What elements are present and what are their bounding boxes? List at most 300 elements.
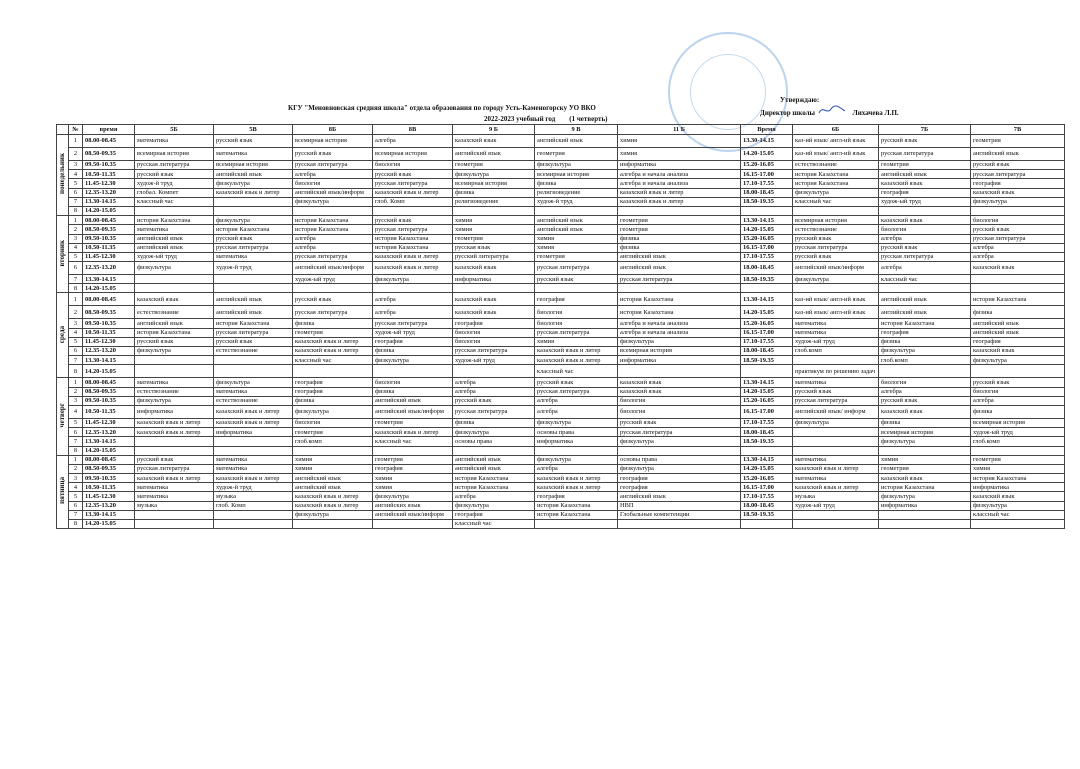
approval-block [760,96,1060,118]
lesson-cell [971,365,1065,378]
lesson-cell: география [453,319,535,328]
lesson-cell: геометрия [453,161,535,170]
lesson-number: 1 [69,135,83,148]
lesson-cell: казахский язык [618,378,741,387]
lesson-cell: математика [135,225,214,234]
lesson-cell: английский язык [135,319,214,328]
lesson-cell: основы права [453,437,535,446]
lesson-cell [793,356,879,365]
lesson-cell: алгебра [971,252,1065,261]
day-label: четверг [57,403,66,428]
lesson-cell: естествознание [214,347,293,356]
lesson-cell: классный час [293,356,373,365]
lesson-number: 8 [69,446,83,455]
shift2-time: 16.15-17.00 [741,405,793,418]
lesson-time: 13.30-14.15 [83,197,135,206]
lesson-number: 5 [69,492,83,501]
lesson-cell: русская литература [293,252,373,261]
lesson-cell: физика [293,396,373,405]
lesson-cell: геометрия [293,428,373,437]
table-row [57,474,1065,483]
lesson-cell: русская литература [618,275,741,284]
lesson-cell: английский язык [214,170,293,179]
lesson-cell [535,206,618,215]
lesson-cell: казахский язык и литер [373,252,453,261]
shift2-time: 18.50-19.35 [741,275,793,284]
table-row [57,306,1065,319]
lesson-cell: химия [535,234,618,243]
lesson-cell: алгебра [293,170,373,179]
lesson-cell [135,446,214,455]
lesson-number: 6 [69,188,83,197]
lesson-cell: русская литература [879,252,971,261]
shift2-time: 13.30-14.15 [741,455,793,464]
lesson-cell: физкультура [535,455,618,464]
lesson-cell: русская литература [373,319,453,328]
lesson-cell [214,510,293,519]
lesson-cell [135,356,214,365]
lesson-number: 4 [69,243,83,252]
table-row [57,464,1065,473]
lesson-cell [971,520,1065,529]
year-label: 2022-2023 учебный год [484,115,556,123]
shift2-time: 16.15-17.00 [741,170,793,179]
lesson-cell: английский язык [135,234,214,243]
lesson-cell: казахский язык и литер [214,418,293,427]
shift2-time: 14.20-15.05 [741,464,793,473]
lesson-cell: биология [879,378,971,387]
lesson-cell: английский язык [971,319,1065,328]
lesson-cell [879,284,971,293]
table-row [57,148,1065,161]
approval-line: Директор школы [760,109,816,117]
shift2-time: 17.10-17.55 [741,492,793,501]
lesson-cell [535,520,618,529]
lesson-cell: физкультура [793,418,879,427]
lesson-cell: география [618,474,741,483]
lesson-number: 6 [69,262,83,275]
lesson-cell: физкультура [618,337,741,346]
lesson-cell: всемирная история [535,170,618,179]
lesson-cell [618,284,741,293]
lesson-cell: русский язык [214,234,293,243]
lesson-cell: казахский язык и литер [214,188,293,197]
lesson-time: 13.30-14.15 [83,437,135,446]
lesson-cell: физкультура [971,501,1065,510]
lesson-cell: география [971,179,1065,188]
lesson-cell [535,446,618,455]
lesson-cell: русская литература [793,243,879,252]
lesson-cell: всемирная история [293,135,373,148]
lesson-cell [373,284,453,293]
lesson-time: 11.45-12.30 [83,179,135,188]
lesson-cell: химия [971,464,1065,473]
lesson-cell: физика [453,188,535,197]
table-row [57,216,1065,225]
lesson-time: 09.50-10.35 [83,161,135,170]
lesson-time: 08.50-09.35 [83,387,135,396]
lesson-cell: глоб.комп [793,347,879,356]
lesson-cell: история Казахстана [135,328,214,337]
lesson-number: 1 [69,455,83,464]
lesson-cell: физкультура [373,356,453,365]
lesson-cell: худож-ый труд [373,328,453,337]
lesson-cell: казахский язык и литер [214,474,293,483]
lesson-cell: история Казахстана [293,216,373,225]
lesson-cell: математика [793,474,879,483]
lesson-cell: глоб.комп [971,437,1065,446]
lesson-cell: математика [793,328,879,337]
lesson-number: 3 [69,234,83,243]
schedule-body [57,135,1065,529]
lesson-cell: физика [618,243,741,252]
lesson-cell: английский язык [535,225,618,234]
lesson-cell: практикум по решению задач [793,365,879,378]
lesson-cell: казахский язык [453,306,535,319]
lesson-cell: английский язык/информ [293,188,373,197]
lesson-cell: физкультура [214,179,293,188]
table-row [57,337,1065,346]
shift2-time: 15.20-16.05 [741,474,793,483]
lesson-cell: казахский язык и литер [793,483,879,492]
table-row [57,455,1065,464]
lesson-cell [373,365,453,378]
table-row [57,396,1065,405]
lesson-cell: алгебра [373,293,453,306]
shift2-time: 18.00-18.45 [741,428,793,437]
lesson-number: 8 [69,365,83,378]
lesson-cell: геометрия [373,418,453,427]
lesson-cell: геометрия [971,135,1065,148]
lesson-cell [293,520,373,529]
lesson-cell: английский язык [535,135,618,148]
lesson-cell: физика [618,234,741,243]
lesson-cell: русский язык [879,135,971,148]
lesson-cell: физкультура [535,161,618,170]
lesson-time: 14.20-15.05 [83,284,135,293]
lesson-cell: алгебра [453,378,535,387]
lesson-cell: английский язык [453,464,535,473]
lesson-cell: информатика [971,483,1065,492]
lesson-number: 1 [69,378,83,387]
lesson-cell: казахский язык и литер [373,428,453,437]
lesson-time: 13.30-14.15 [83,510,135,519]
lesson-cell: математика [214,455,293,464]
lesson-cell: биология [373,161,453,170]
lesson-cell: математика [214,252,293,261]
lesson-cell: физкультура [971,197,1065,206]
lesson-cell: биология [879,225,971,234]
lesson-cell: география [879,328,971,337]
lesson-cell: худож-ый труд [793,501,879,510]
lesson-cell: русский язык [373,170,453,179]
lesson-cell: география [293,387,373,396]
lesson-cell [453,446,535,455]
table-row [57,319,1065,328]
shift2-time: 15.20-16.05 [741,161,793,170]
lesson-number: 5 [69,418,83,427]
lesson-cell: физкультура [879,347,971,356]
lesson-cell: религиоведение [535,188,618,197]
lesson-number: 5 [69,252,83,261]
lesson-time: 12.35-13.20 [83,188,135,197]
lesson-number: 4 [69,405,83,418]
day-label: среда [57,325,66,343]
lesson-time: 11.45-12.30 [83,337,135,346]
table-row [57,234,1065,243]
lesson-cell: биология [618,396,741,405]
lesson-cell: география [535,293,618,306]
table-row [57,492,1065,501]
lesson-number: 2 [69,306,83,319]
column-header: 7Б [879,125,971,135]
column-header: 5В [214,125,293,135]
lesson-number: 3 [69,474,83,483]
lesson-cell: русский язык [879,243,971,252]
lesson-cell: русская литература [373,179,453,188]
lesson-cell: история Казахстана [618,293,741,306]
lesson-cell: физкультура [373,492,453,501]
lesson-cell: алгебра [373,306,453,319]
lesson-cell: физика [293,319,373,328]
lesson-cell [214,365,293,378]
lesson-cell: физкультура [135,262,214,275]
lesson-cell: русская литература [535,328,618,337]
lesson-cell: глоб. Комп [373,197,453,206]
schedule-table [56,124,1065,529]
lesson-cell: русская литература [453,405,535,418]
lesson-cell: химия [373,483,453,492]
lesson-time: 10.50-11.35 [83,405,135,418]
table-row [57,161,1065,170]
lesson-cell: всемирная история [618,347,741,356]
column-header: 7В [971,125,1065,135]
lesson-cell: русский язык [135,337,214,346]
lesson-cell: математика [135,492,214,501]
column-header: 11 Б [618,125,741,135]
lesson-cell [214,275,293,284]
lesson-cell: худож-й труд [214,483,293,492]
lesson-time: 08.50-09.35 [83,464,135,473]
lesson-cell: английский язык [214,306,293,319]
lesson-cell: всемирная история [879,428,971,437]
lesson-cell: русский язык [793,234,879,243]
shift2-time: 17.10-17.55 [741,252,793,261]
lesson-cell: математика [214,387,293,396]
lesson-cell: казахский язык и литер [373,262,453,275]
lesson-cell: всемирная история [135,148,214,161]
lesson-cell: алгебра [535,405,618,418]
lesson-cell: казахский язык и литер [293,501,373,510]
lesson-cell: казахский язык [971,492,1065,501]
lesson-cell: физкультура [293,197,373,206]
lesson-cell: естествознание [135,306,214,319]
lesson-cell: математика [214,464,293,473]
lesson-cell: русская литература [793,396,879,405]
lesson-cell: русский язык [373,216,453,225]
lesson-cell: худож-ый труд [971,428,1065,437]
lesson-cell: русский язык [535,275,618,284]
lesson-cell: алгебра [293,243,373,252]
shift2-time: 14.20-15.05 [741,387,793,396]
lesson-time: 14.20-15.05 [83,365,135,378]
lesson-cell: физкультура [453,501,535,510]
column-header: 8В [373,125,453,135]
lesson-cell: физкультура [453,428,535,437]
column-header: 5Б [135,125,214,135]
lesson-cell [214,356,293,365]
lesson-cell [135,510,214,519]
shift2-time: 14.20-15.05 [741,225,793,234]
lesson-cell: алгебра [879,262,971,275]
table-row [57,284,1065,293]
lesson-cell [373,446,453,455]
lesson-cell: математика [135,378,214,387]
lesson-cell: физкультура [793,188,879,197]
lesson-cell: русская литература [214,243,293,252]
lesson-cell [971,206,1065,215]
column-header: 9 В [535,125,618,135]
lesson-cell: худож-ый труд [135,252,214,261]
lesson-cell: алгебра и начала анализа [618,319,741,328]
table-row [57,405,1065,418]
lesson-cell [135,365,214,378]
table-row [57,262,1065,275]
lesson-cell [293,284,373,293]
lesson-cell: физкультура [618,464,741,473]
lesson-number: 3 [69,396,83,405]
day-label: вторник [57,239,66,267]
lesson-time: 09.50-10.35 [83,234,135,243]
lesson-cell: физика [373,347,453,356]
lesson-cell: казахский язык [879,474,971,483]
lesson-cell: физкультура [293,510,373,519]
shift2-time: 14.20-15.05 [741,306,793,319]
lesson-time: 08.00-08.45 [83,293,135,306]
lesson-cell: английский язык [879,306,971,319]
lesson-time: 13.30-14.15 [83,275,135,284]
lesson-cell: классный час [793,197,879,206]
lesson-cell: информатика [135,405,214,418]
lesson-cell: химия [453,216,535,225]
day-cell [57,135,69,216]
lesson-cell: худож-й труд [535,197,618,206]
lesson-cell: геометрия [453,234,535,243]
lesson-cell: география [373,464,453,473]
table-row [57,225,1065,234]
lesson-time: 12.35-13.20 [83,501,135,510]
shift2-time: 17.10-17.55 [741,179,793,188]
lesson-cell: всемирная история [214,161,293,170]
lesson-time: 08.50-09.35 [83,306,135,319]
approval-title: Утверждаю: [780,96,820,104]
table-row [57,365,1065,378]
lesson-cell: информатика [618,356,741,365]
lesson-cell: история Казахстана [293,225,373,234]
lesson-time: 09.50-10.35 [83,474,135,483]
lesson-cell: русская язык [453,243,535,252]
lesson-cell [618,206,741,215]
lesson-cell: физкультура [293,405,373,418]
lesson-time: 14.20-15.05 [83,520,135,529]
table-row [57,483,1065,492]
lesson-cell: русская литература [879,148,971,161]
lesson-cell [135,284,214,293]
lesson-cell: естествознание [793,161,879,170]
lesson-number: 7 [69,197,83,206]
lesson-cell [793,284,879,293]
table-row [57,275,1065,284]
lesson-cell [135,206,214,215]
lesson-cell: естествознание [135,387,214,396]
lesson-cell: геометрия [293,328,373,337]
lesson-cell: английский язык [618,492,741,501]
lesson-cell: математика [793,319,879,328]
lesson-cell: казахский язык [971,347,1065,356]
lesson-cell: биология [293,418,373,427]
day-label: пятница [57,477,66,505]
lesson-cell [135,275,214,284]
lesson-cell: математика [135,483,214,492]
column-header: Время [741,125,793,135]
lesson-cell: английский язык [453,148,535,161]
lesson-cell: химия [373,474,453,483]
lesson-cell: биология [373,378,453,387]
lesson-cell: алгебра и начала анализа [618,328,741,337]
lesson-cell: английский язык/информ [373,510,453,519]
lesson-number: 4 [69,328,83,337]
shift2-time: 15.20-16.05 [741,319,793,328]
lesson-cell: русская литература [971,170,1065,179]
lesson-cell: алгебра [453,387,535,396]
lesson-cell: физкультура [214,378,293,387]
lesson-cell [618,520,741,529]
table-row [57,378,1065,387]
lesson-cell: классный час [879,275,971,284]
lesson-cell: география [618,483,741,492]
lesson-cell: физика [971,405,1065,418]
lesson-cell [879,510,971,519]
lesson-number: 8 [69,284,83,293]
lesson-cell: алгебра [373,135,453,148]
lesson-cell: казахский язык [879,405,971,418]
lesson-cell: история Казахстана [214,225,293,234]
lesson-cell: биология [535,319,618,328]
lesson-time: 08.00-08.45 [83,455,135,464]
lesson-number: 1 [69,216,83,225]
lesson-cell [214,197,293,206]
lesson-cell: история Казахстана [453,474,535,483]
lesson-cell: история Казахстана [971,474,1065,483]
lesson-cell [535,284,618,293]
lesson-cell: физика [453,418,535,427]
lesson-cell: русская литература [293,306,373,319]
lesson-cell: алгебра и начала анализа [618,179,741,188]
lesson-number: 1 [69,293,83,306]
lesson-cell: казахский язык и литер [535,483,618,492]
lesson-cell: русский язык [971,378,1065,387]
lesson-cell: всемирная история [793,216,879,225]
lesson-cell: казахский язык и литер [214,405,293,418]
lesson-cell: русский язык [214,135,293,148]
lesson-cell: английский язык [618,262,741,275]
column-header: 9 Б [453,125,535,135]
lesson-cell: казахский язык и литер [135,428,214,437]
column-header: 6Б [793,125,879,135]
lesson-cell: худож-ый труд [879,197,971,206]
lesson-cell: английский язык/информ [373,405,453,418]
lesson-cell: русский язык [879,396,971,405]
